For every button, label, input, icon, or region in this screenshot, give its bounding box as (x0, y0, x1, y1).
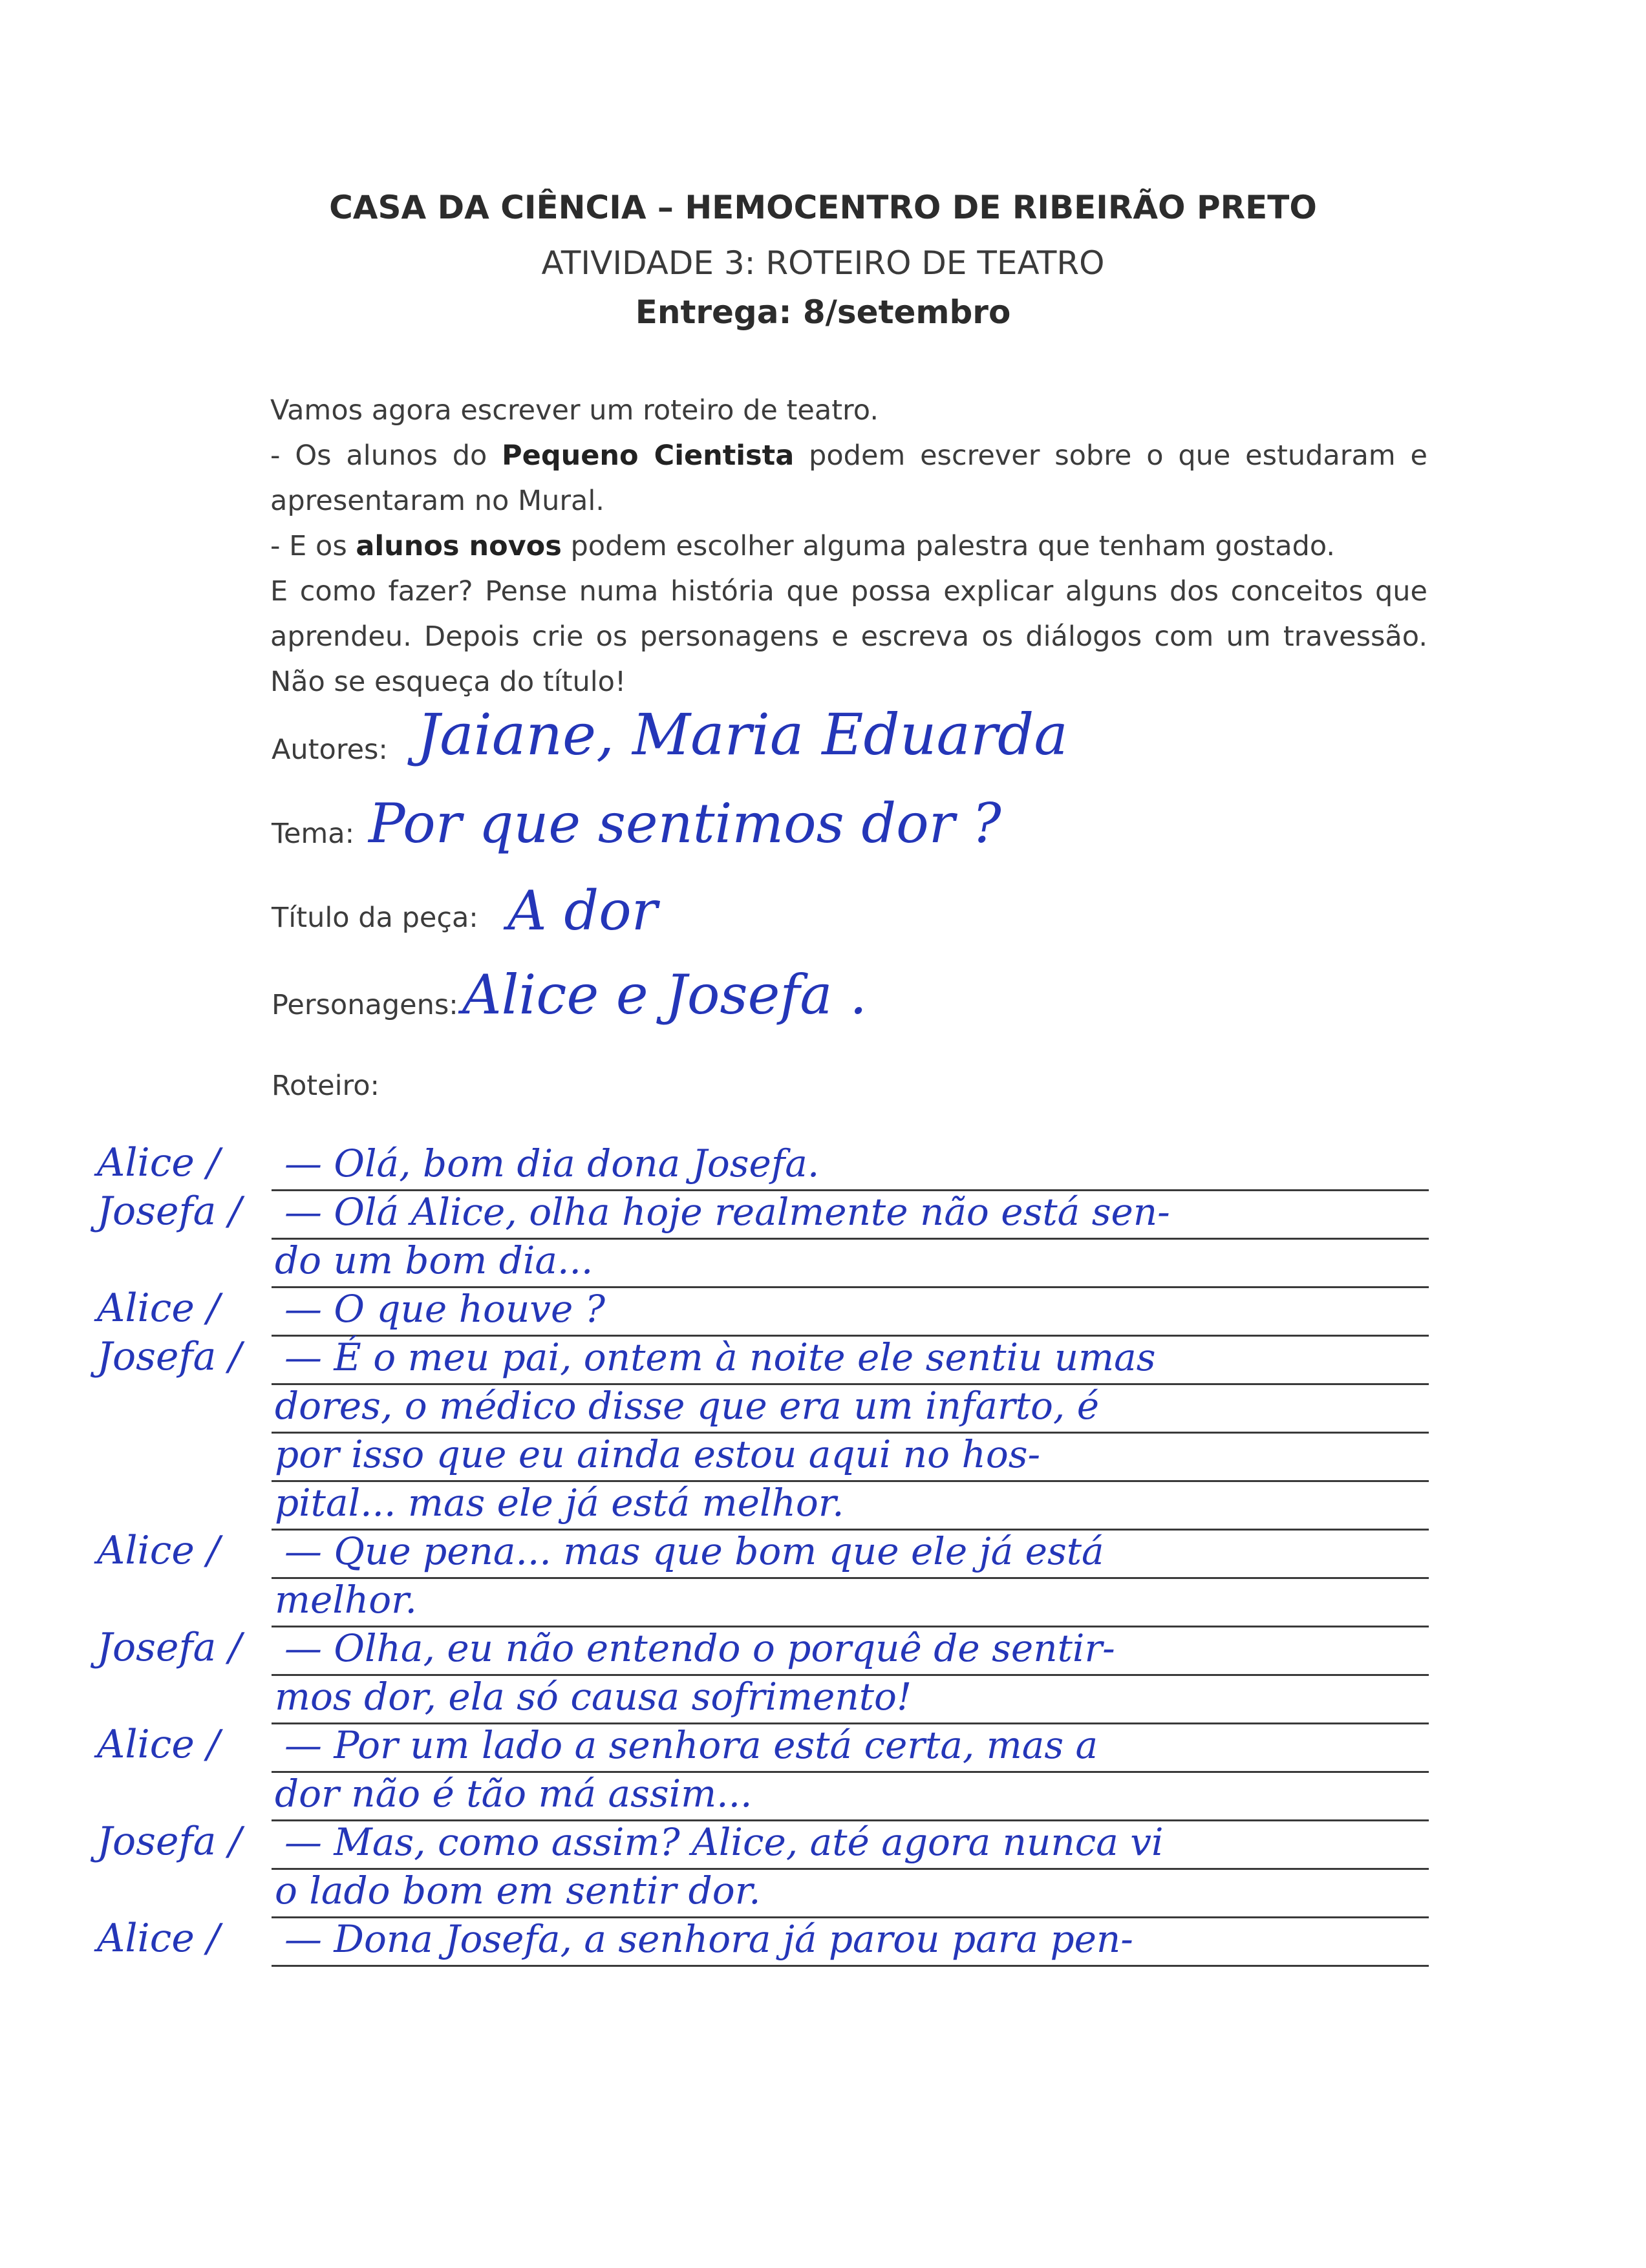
script-speaker: Josefa / (97, 1819, 242, 1864)
script-line: por isso que eu ainda estou aqui no hos- (275, 1432, 1041, 1476)
script-speaker: Josefa / (97, 1334, 242, 1379)
titulo-value: A dor (508, 879, 657, 942)
script-line: — Mas, como assim? Alice, até agora nunca vi (284, 1820, 1164, 1864)
autores-value: Jaiane, Maria Eduarda (417, 701, 1068, 768)
script-speaker: Alice / (97, 1916, 220, 1961)
script-line: dores, o médico disse que era um infarto, é (275, 1384, 1100, 1428)
instructions-item-pequeno-cientista: - Os alunos do Pequeno Cientista podem escrever sobre o que estudaram e (270, 440, 1427, 472)
roteiro-label: Roteiro: (272, 1070, 380, 1102)
script-speaker: Josefa / (97, 1625, 242, 1670)
script-speaker: Alice / (97, 1722, 220, 1767)
autores-label: Autores: (272, 734, 388, 766)
instructions-how-line-1: E como fazer? Pense numa história que possa explicar alguns dos conceitos que (270, 575, 1427, 608)
script-speaker: Alice / (97, 1528, 220, 1573)
due-date: Entrega: 8/setembro (635, 293, 1011, 331)
script-line: mos dor, ela só causa sofrimento! (275, 1675, 912, 1719)
tema-label: Tema: (272, 818, 355, 850)
ruled-line (272, 1577, 1429, 1579)
script-line: — Por um lado a senhora está certa, mas a (284, 1723, 1098, 1767)
bold-term: alunos novos (356, 530, 562, 562)
script-speaker: Alice / (97, 1286, 220, 1331)
script-line: dor não é tão má assim... (275, 1772, 753, 1816)
instructions-item-pequeno-cientista-cont: apresentaram no Mural. (270, 485, 604, 517)
tema-value: Por que sentimos dor ? (369, 792, 1001, 855)
script-line: — Olha, eu não entendo o porquê de sentir- (284, 1626, 1115, 1670)
script-line: o lado bom em sentir dor. (275, 1869, 761, 1913)
activity-title: ATIVIDADE 3: ROTEIRO DE TEATRO (541, 244, 1105, 282)
bold-term: Pequeno Cientista (502, 440, 795, 472)
script-line: — Dona Josefa, a senhora já parou para pen- (284, 1917, 1133, 1961)
script-line: — O que houve ? (284, 1287, 605, 1331)
instructions (270, 388, 1427, 705)
personagens-label: Personagens: (272, 989, 458, 1021)
script-line: — Que pena... mas que bom que ele já está (284, 1529, 1104, 1573)
script-line: melhor. (275, 1578, 417, 1622)
script-line: — Olá, bom dia dona Josefa. (284, 1141, 820, 1185)
instructions-how-line-3: Não se esqueça do título! (270, 666, 626, 698)
instructions-intro: Vamos agora escrever um roteiro de teatro. (270, 394, 879, 427)
script-line: — É o meu pai, ontem à noite ele sentiu umas (284, 1335, 1156, 1379)
script-line: pital... mas ele já está melhor. (275, 1481, 844, 1525)
instructions-item-alunos-novos: - E os alunos novos podem escolher alguma palestra que tenham gostado. (270, 530, 1336, 562)
personagens-value: Alice e Josefa . (462, 963, 867, 1026)
ruled-line (272, 1965, 1429, 1967)
titulo-label: Título da peça: (272, 902, 478, 934)
script-line: do um bom dia... (275, 1238, 593, 1282)
instructions-how-line-2: aprendeu. Depois crie os personagens e escreva os diálogos com um travessão. (270, 620, 1427, 653)
script-line: — Olá Alice, olha hoje realmente não está sen- (284, 1190, 1170, 1234)
worksheet-title: CASA DA CIÊNCIA – HEMOCENTRO DE RIBEIRÃO PRETO (329, 189, 1317, 226)
script-speaker: Josefa / (97, 1189, 242, 1234)
script-speaker: Alice / (97, 1140, 220, 1185)
